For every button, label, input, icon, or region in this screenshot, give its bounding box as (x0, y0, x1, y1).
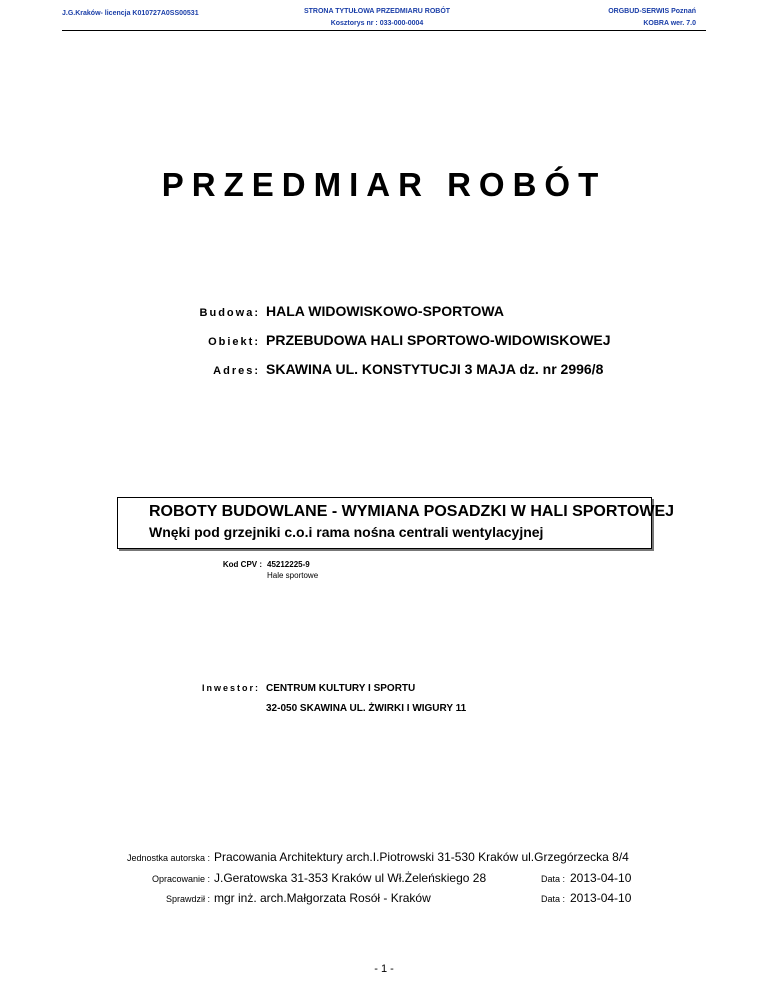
opracowanie-label: Opracowanie : (151, 874, 210, 884)
cpv-label: Kod CPV : (222, 560, 262, 569)
header-version: KOBRA wer. 7.0 (643, 20, 696, 27)
header-vendor: ORGBUD-SERWIS Poznań (608, 8, 696, 15)
sprawdzil-label: Sprawdził : (165, 894, 210, 904)
investor-address: 32-050 SKAWINA UL. ŻWIRKI I WIGURY 11 (266, 703, 467, 714)
header-center (250, 6, 504, 30)
header-license: J.G.Kraków- licencja K010727A0SS00531 (62, 10, 199, 17)
header-divider (62, 30, 706, 31)
obiekt-label: Obiekt: (208, 336, 260, 348)
jednostka-label: Jednostka autorska : (126, 853, 210, 863)
header-page-title: STRONA TYTUŁOWA PRZEDMIARU ROBÓT (303, 8, 451, 15)
opracowanie-date-label: Data : (540, 874, 565, 884)
investor-label: Inwestor: (201, 683, 260, 693)
budowa-value: HALA WIDOWISKOWO-SPORTOWA (266, 303, 504, 319)
jednostka-value: Pracowania Architektury arch.I.Piotrowski 31-530 Kraków ul.Grzegórzecka 8/4 (214, 850, 629, 864)
adres-label: Adres: (213, 365, 260, 377)
scope-subtitle: Wnęki pod grzejniki c.o.i rama nośna centrali wentylacyjnej (149, 524, 544, 540)
opracowanie-date: 2013-04-10 (570, 871, 632, 885)
adres-value: SKAWINA UL. KONSTYTUCJI 3 MAJA dz. nr 2996/8 (266, 361, 604, 377)
budowa-label: Budowa: (199, 307, 260, 319)
cpv-code: 45212225-9 (267, 560, 310, 569)
document-title: PRZEDMIAR ROBÓT (161, 166, 607, 203)
scope-title: ROBOTY BUDOWLANE - WYMIANA POSADZKI W HALI SPORTOWEJ (149, 503, 675, 520)
sprawdzil-date-label: Data : (540, 894, 565, 904)
opracowanie-value: J.Geratowska 31-353 Kraków ul Wł.Żeleńskiego 28 (214, 871, 487, 885)
cpv-description: Hale sportowe (267, 571, 319, 580)
sprawdzil-value: mgr inż. arch.Małgorzata Rosół - Kraków (214, 891, 431, 905)
obiekt-value: PRZEBUDOWA HALI SPORTOWO-WIDOWISKOWEJ (266, 332, 611, 348)
sprawdzil-date: 2013-04-10 (570, 891, 632, 905)
investor-name: CENTRUM KULTURY I SPORTU (266, 683, 416, 694)
header-estimate-number: Kosztorys nr : 033-000-0004 (330, 20, 424, 27)
page-number: - 1 - (374, 963, 394, 975)
header-software (608, 6, 696, 30)
